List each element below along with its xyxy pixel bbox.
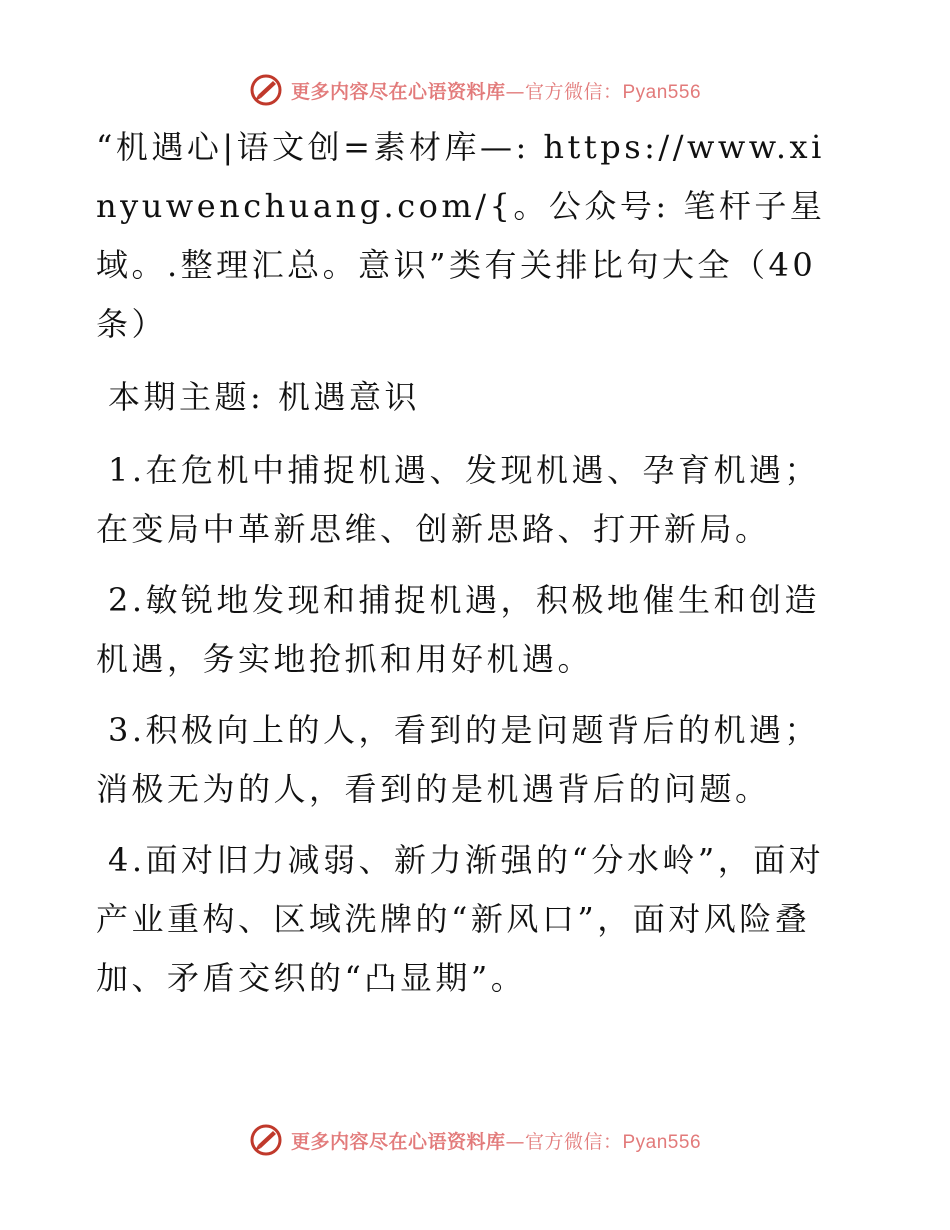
watermark-wechat-id: Pyan556 bbox=[622, 1131, 702, 1153]
watermark-dash: — bbox=[505, 1130, 525, 1153]
watermark-wechat-id: Pyan556 bbox=[622, 81, 702, 103]
watermark-label: 官方微信： bbox=[524, 80, 623, 103]
footer-watermark bbox=[0, 1120, 950, 1160]
list-item: 1.在危机中捕捉机遇、发现机遇、孕育机遇；在变局中革新思维、创新思路、打开新局。 bbox=[96, 451, 821, 548]
stamp-logo-icon bbox=[249, 73, 283, 107]
watermark-label: 官方微信： bbox=[524, 1130, 623, 1153]
stamp-logo-icon bbox=[249, 1123, 283, 1157]
header-watermark bbox=[0, 70, 950, 110]
watermark-text bbox=[291, 77, 701, 104]
watermark-dash: — bbox=[505, 80, 525, 103]
watermark-brand: 更多内容尽在心语资料库 bbox=[290, 80, 506, 103]
list-item: 2.敏锐地发现和捕捉机遇，积极地催生和创造机遇，务实地抢抓和用好机遇。 bbox=[96, 581, 821, 678]
list-item: 3.积极向上的人，看到的是问题背后的机遇；消极无为的人，看到的是机遇背后的问题。 bbox=[96, 711, 821, 808]
document-title: “机遇心|语文创=素材库—: https://www.xinyuwenchuang.com/{。公众号: 笔杆子星域。.整理汇总。意识”类有关排比句大全（40条） bbox=[96, 128, 826, 343]
document-body bbox=[96, 118, 836, 1020]
watermark-text bbox=[291, 1127, 701, 1154]
document-theme: 本期主题: 机遇意识 bbox=[108, 378, 420, 416]
watermark-brand: 更多内容尽在心语资料库 bbox=[290, 1130, 506, 1153]
list-item: 4.面对旧力减弱、新力渐强的“分水岭”，面对产业重构、区域洗牌的“新风口”，面对风险叠加、矛盾交织的“凸显期”。 bbox=[96, 841, 825, 997]
